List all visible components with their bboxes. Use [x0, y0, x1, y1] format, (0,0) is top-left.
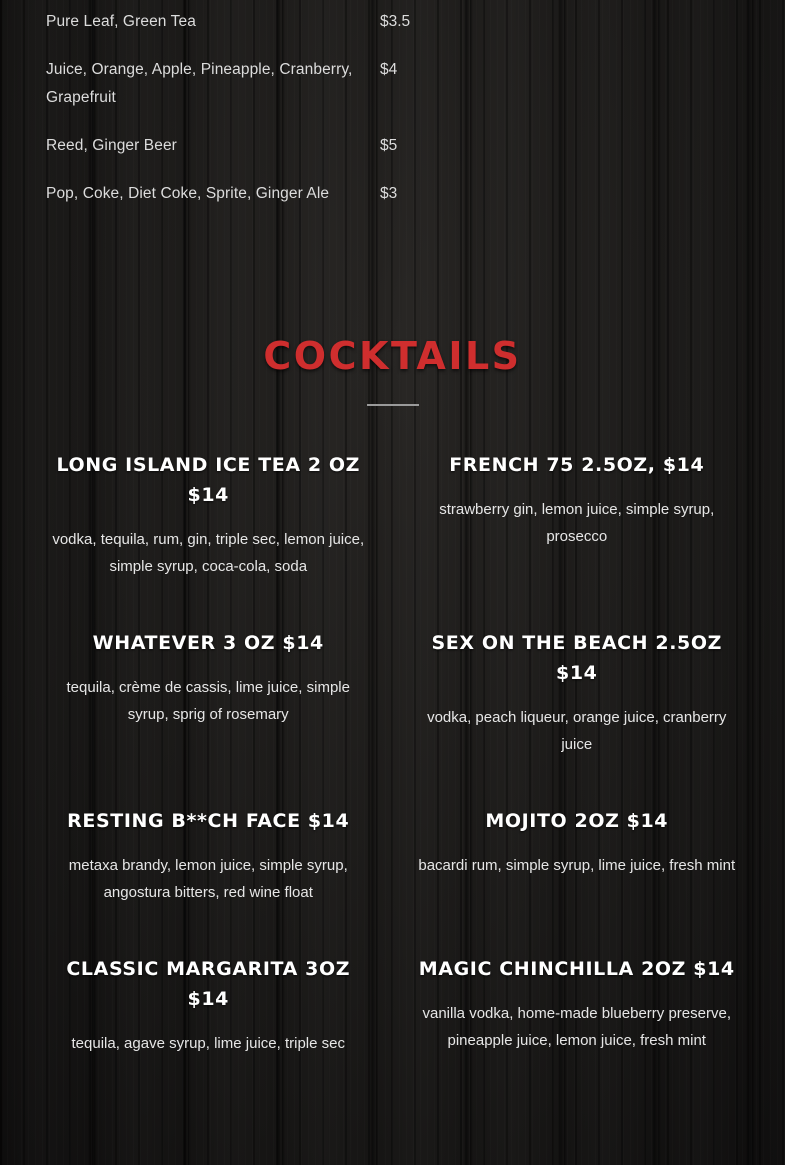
cocktail-name: MOJITO 2OZ $14 — [485, 810, 669, 832]
list-item — [46, 2, 424, 42]
cocktail-description: tequila, agave syrup, lime juice, triple sec — [71, 1035, 345, 1052]
cocktail-name: WHATEVER 3 OZ $14 — [92, 632, 324, 654]
list-item — [46, 50, 424, 118]
cocktail-name: RESTING B**CH FACE $14 — [67, 810, 350, 832]
drink-price: $5 — [380, 137, 398, 154]
cocktails-grid — [0, 406, 785, 1105]
cocktail-description: strawberry gin, lemon juice, simple syrup, prosecco — [439, 501, 715, 545]
drink-price: $3 — [380, 185, 398, 202]
drink-price: $4 — [380, 61, 398, 78]
cocktail-name: SEX ON THE BEACH 2.5OZ $14 — [431, 632, 722, 684]
cocktail-description: bacardi rum, simple syrup, lime juice, fresh mint — [418, 857, 736, 874]
list-item — [46, 174, 424, 214]
cocktail-item — [393, 450, 762, 580]
cocktail-description: vodka, tequila, rum, gin, triple sec, lemon juice, simple syrup, coca-cola, soda — [52, 531, 365, 575]
cocktail-name: LONG ISLAND ICE TEA 2 OZ $14 — [56, 454, 361, 506]
drinks-section — [0, 0, 785, 258]
cocktail-item — [24, 806, 393, 906]
drink-name: Pure Leaf, Green Tea — [46, 13, 196, 30]
list-item — [46, 126, 424, 166]
drink-name: Reed, Ginger Beer — [46, 137, 177, 154]
drinks-list — [0, 0, 424, 214]
cocktails-section — [0, 258, 785, 1105]
page-title: COCKTAILS — [263, 334, 522, 378]
cocktail-description: tequila, crème de cassis, lime juice, simple syrup, sprig of rosemary — [66, 679, 350, 723]
cocktail-description: vodka, peach liqueur, orange juice, cranberry juice — [427, 709, 727, 753]
cocktail-name: FRENCH 75 2.5OZ, $14 — [449, 454, 705, 476]
cocktail-description: metaxa brandy, lemon juice, simple syrup, angostura bitters, red wine float — [68, 857, 348, 901]
drink-name: Juice, Orange, Apple, Pineapple, Cranberry, Grapefruit — [46, 61, 353, 106]
drink-price: $3.5 — [380, 13, 411, 30]
cocktail-name: CLASSIC MARGARITA 3OZ $14 — [66, 958, 351, 1010]
cocktail-description: vanilla vodka, home-made blueberry preserve, pineapple juice, lemon juice, fresh mint — [422, 1005, 731, 1049]
cocktail-name: MAGIC CHINCHILLA 2OZ $14 — [418, 958, 735, 980]
cocktail-item — [24, 954, 393, 1057]
cocktail-item — [393, 628, 762, 758]
cocktail-item — [393, 954, 762, 1057]
cocktail-item — [393, 806, 762, 906]
drink-name: Pop, Coke, Diet Coke, Sprite, Ginger Ale — [46, 185, 330, 202]
cocktail-item — [24, 450, 393, 580]
cocktail-item — [24, 628, 393, 758]
